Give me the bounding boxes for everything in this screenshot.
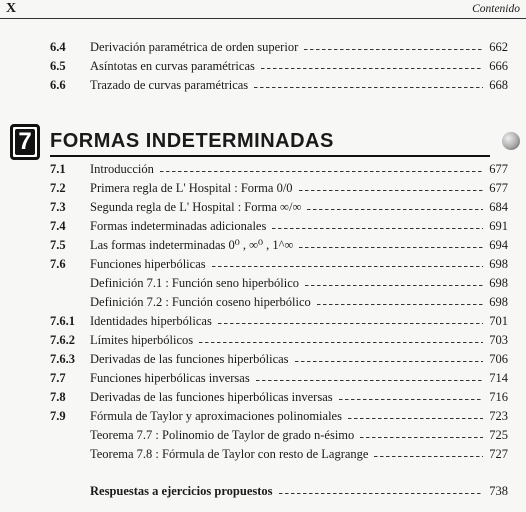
entry-number: 7.6.3 <box>50 352 75 366</box>
answers-page: 738 <box>489 484 508 498</box>
toc-entry[interactable] <box>50 255 508 273</box>
toc-entry[interactable] <box>50 217 508 235</box>
chapter-heading[interactable] <box>10 124 520 164</box>
dot-leader <box>199 342 483 343</box>
entry-number: 7.1 <box>50 162 66 176</box>
entry-page: 723 <box>489 409 508 423</box>
dot-leader <box>360 437 483 438</box>
entry-page: 725 <box>489 428 508 442</box>
toc-entry[interactable] <box>50 350 508 368</box>
entry-title: Definición 7.2 : Función coseno hiperbólico <box>90 295 311 309</box>
entry-page: 706 <box>489 352 508 366</box>
dot-leader <box>295 361 484 362</box>
entry-page: 691 <box>489 219 508 233</box>
entry-page: 727 <box>489 447 508 461</box>
entry-page: 677 <box>489 162 508 176</box>
toc-entry[interactable] <box>50 331 508 349</box>
toc-answers-entry[interactable] <box>50 482 508 500</box>
entry-number: 6.6 <box>50 78 66 92</box>
entry-title: Primera regla de L' Hospital : Forma 0/0 <box>90 181 293 195</box>
entry-title: Introducción <box>90 162 154 176</box>
entry-title: Las formas indeterminadas 0⁰ , ∞⁰ , 1^∞ <box>90 238 294 252</box>
dot-leader <box>212 266 484 267</box>
entry-number: 7.3 <box>50 200 66 214</box>
entry-number: 7.4 <box>50 219 66 233</box>
dot-leader <box>272 228 483 229</box>
entry-number: 7.5 <box>50 238 66 252</box>
entry-title: Identidades hiperbólicas <box>90 314 212 328</box>
entry-page: 684 <box>489 200 508 214</box>
toc-entry[interactable] <box>50 388 508 406</box>
dot-leader <box>348 418 483 419</box>
toc-entry[interactable] <box>50 236 508 254</box>
entry-title: Derivación paramétrica de orden superior <box>90 40 299 54</box>
toc-entry[interactable] <box>50 407 508 425</box>
entry-number: 7.2 <box>50 181 66 195</box>
dot-leader <box>160 171 483 172</box>
dot-leader <box>299 190 484 191</box>
entry-title: Límites hiperbólicos <box>90 333 194 347</box>
dot-leader <box>218 323 483 324</box>
entry-title: Funciones hiperbólicas inversas <box>90 371 250 385</box>
chapter-title: FORMAS INDETERMINADAS <box>50 130 334 152</box>
dot-leader <box>261 68 483 69</box>
entry-title: Funciones hiperbólicas <box>90 257 206 271</box>
entry-title: Teorema 7.7 : Polinomio de Taylor de grado n-ésimo <box>90 428 355 442</box>
dot-leader <box>317 304 483 305</box>
page-mark: X <box>6 1 17 16</box>
entry-title: Derivadas de las funciones hiperbólicas inversas <box>90 390 333 404</box>
toc-entry[interactable] <box>50 76 508 94</box>
toc-entry[interactable] <box>50 57 508 75</box>
dot-leader <box>279 493 484 494</box>
toc-entry[interactable] <box>50 160 508 178</box>
entry-page: 694 <box>489 238 508 252</box>
dot-leader <box>305 285 483 286</box>
toc-entry[interactable] <box>50 369 508 387</box>
dot-leader <box>339 399 484 400</box>
entry-title: Fórmula de Taylor y aproximaciones polinomiales <box>90 409 342 423</box>
entry-page: 698 <box>489 295 508 309</box>
dot-leader <box>374 456 483 457</box>
toc-entry[interactable] <box>50 312 508 330</box>
entry-number: 7.6.1 <box>50 314 75 328</box>
entry-title: Teorema 7.8 : Fórmula de Taylor con resto de Lagrange <box>90 447 369 461</box>
entry-page: 701 <box>489 314 508 328</box>
dot-leader <box>307 209 483 210</box>
toc-subentry[interactable] <box>50 426 508 444</box>
toc-subentry[interactable] <box>50 293 508 311</box>
dot-leader <box>304 49 483 50</box>
answers-title: Respuestas a ejercicios propuestos <box>90 484 273 498</box>
dot-leader <box>256 380 484 381</box>
entry-title: Derivadas de las funciones hiperbólicas <box>90 352 289 366</box>
header-rule <box>0 18 526 19</box>
entry-number: 7.8 <box>50 390 66 404</box>
entry-number: 7.6.2 <box>50 333 75 347</box>
toc-entry[interactable] <box>50 38 508 56</box>
running-header <box>0 0 526 18</box>
toc-entry[interactable] <box>50 198 508 216</box>
entry-title: Definición 7.1 : Función seno hiperbólico <box>90 276 299 290</box>
chapter-number: 7 <box>15 129 35 155</box>
dot-leader <box>254 87 483 88</box>
toc-entry[interactable] <box>50 179 508 197</box>
entry-title: Segunda regla de L' Hospital : Forma ∞/∞ <box>90 200 302 214</box>
dot-leader <box>299 247 483 248</box>
entry-page: 668 <box>489 78 508 92</box>
entry-number: 6.4 <box>50 40 66 54</box>
toc-subentry[interactable] <box>50 445 508 463</box>
chapter-number-badge <box>10 124 40 160</box>
entry-page: 677 <box>489 181 508 195</box>
entry-page: 714 <box>489 371 508 385</box>
entry-number: 6.5 <box>50 59 66 73</box>
globe-icon <box>502 132 520 150</box>
entry-number: 7.7 <box>50 371 66 385</box>
entry-page: 703 <box>489 333 508 347</box>
entry-title: Asíntotas en curvas paramétricas <box>90 59 255 73</box>
entry-number: 7.6 <box>50 257 66 271</box>
entry-number: 7.9 <box>50 409 66 423</box>
entry-page: 716 <box>489 390 508 404</box>
entry-page: 666 <box>489 59 508 73</box>
running-title: Contenido <box>472 3 520 15</box>
entry-page: 662 <box>489 40 508 54</box>
toc-subentry[interactable] <box>50 274 508 292</box>
entry-page: 698 <box>489 257 508 271</box>
entry-page: 698 <box>489 276 508 290</box>
entry-title: Trazado de curvas paramétricas <box>90 78 249 92</box>
entry-title: Formas indeterminadas adicionales <box>90 219 267 233</box>
chapter-rule <box>50 155 490 157</box>
